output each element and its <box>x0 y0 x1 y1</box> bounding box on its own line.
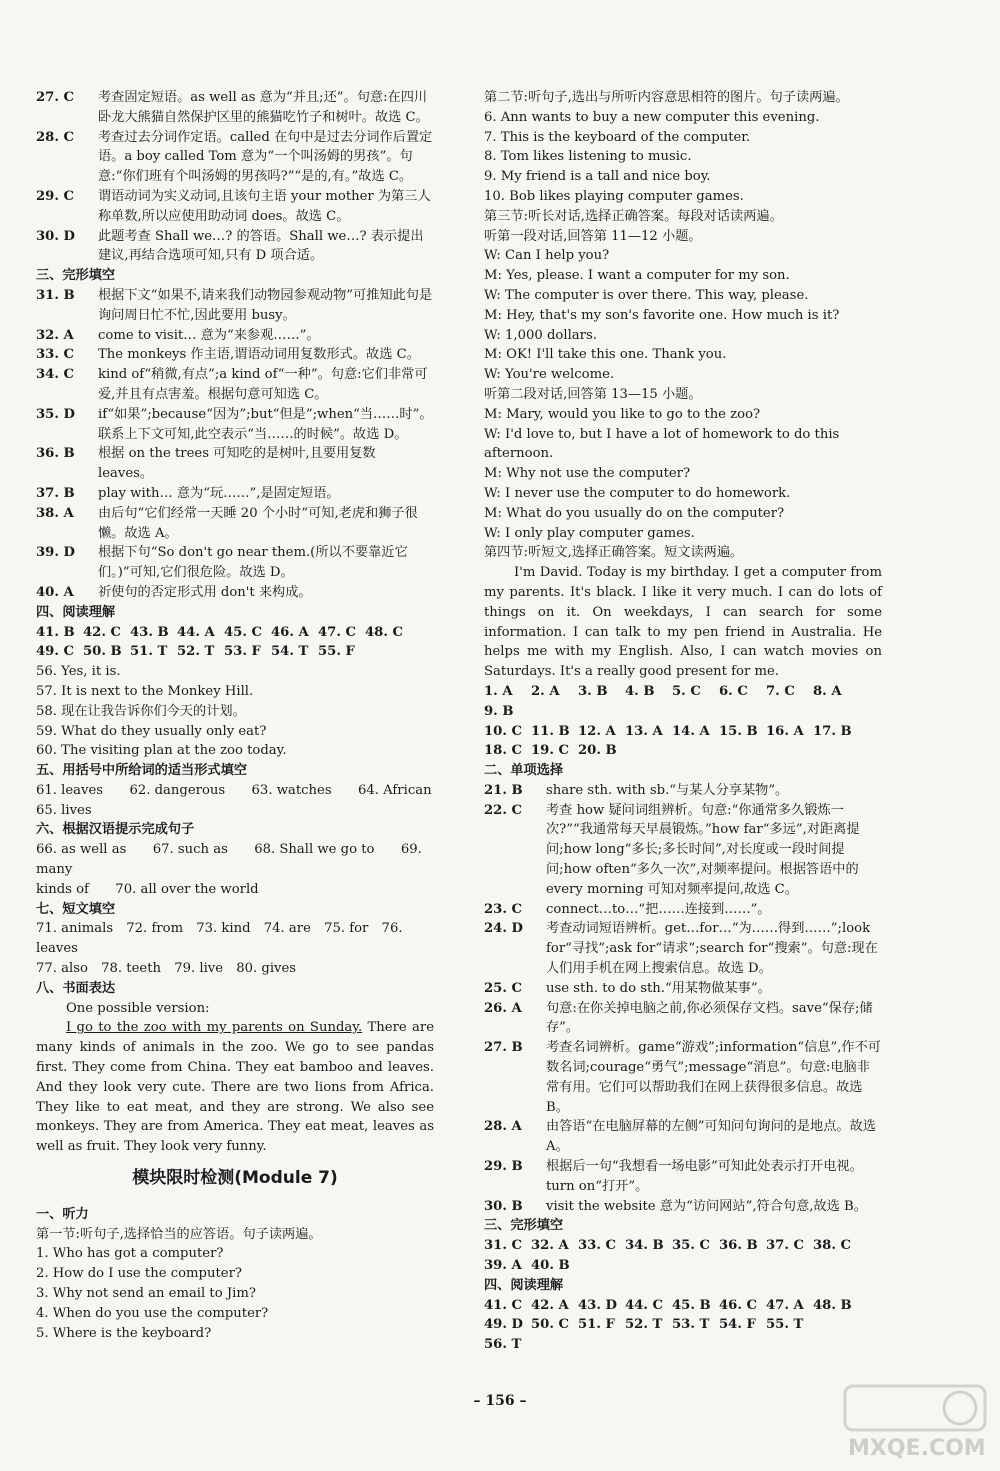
complete-line: 66. as well as 67. such as 68. Shall we go to 69. many <box>36 842 422 878</box>
reading-answers-row2: 49. C 50. B 51. T 52. T 53. F 54. T 55. F <box>36 644 355 660</box>
answer-item: 27. C 考查固定短语。as well as 意为“并且;还”。句意:在四川卧龙大熊猫自然保护区里的熊猫吃竹子和树叶。故选 C。 <box>36 90 429 125</box>
dialogue2-heading: 听第二段对话,回答第 13—15 小题。 <box>484 386 702 402</box>
answer-item: 27. B 考查名词辨析。game“游戏”;information“信息”,作不可数名词;courage“勇气”;message“消息”。句意:电脑非常有用。它们可以帮助我们在网上获得很多信息。故选 B。 <box>484 1040 881 1115</box>
listening-line: 5. Where is the keyboard? <box>36 1325 212 1341</box>
section-heading-cloze: 三、完形填空 <box>36 268 116 284</box>
cloze-answers-row1: 31. C 32. A 33. C 34. B 35. C 36. B 37. C 38. C <box>484 1238 852 1254</box>
dialogue-line: W: The computer is over there. This way, please. <box>484 287 809 303</box>
reading-line: 60. The visiting plan at the zoo today. <box>36 743 287 759</box>
fill-line: 65. lives <box>36 802 92 818</box>
page-number: – 156 – <box>473 1393 527 1409</box>
listening-line: 10. Bob likes playing computer games. <box>484 188 744 204</box>
reading-line: 59. What do they usually only eat? <box>36 723 267 739</box>
answer-item: 23. C connect…to…“把……连接到……”。 <box>484 901 771 917</box>
essay-underlined-sentence: I go to the zoo with my parents on Sunday. <box>66 1020 363 1036</box>
answer-item: 30. D 此题考查 Shall we…? 的答语。Shall we…? 表示提出建议,再结合选项可知,只有 D 项合适。 <box>36 228 424 264</box>
answer-item: 25. C use sth. to do sth.“用某物做某事”。 <box>484 980 771 996</box>
dialogue1-heading: 听第一段对话,回答第 11—12 小题。 <box>484 228 702 244</box>
answer-item: 35. D if“如果”;because“因为”;but“但是”;when“当……时”。联系上下文可知,此空表示“当……的时候”。故选 D。 <box>36 406 433 442</box>
section-heading-complete: 六、根据汉语提示完成句子 <box>36 822 195 838</box>
listening-answers-row2: 10. C 11. B 12. A 13. A 14. A 15. B 16. A 17. B <box>484 723 852 739</box>
reading-line: 56. Yes, it is. <box>36 664 121 680</box>
reading-answers-row1: 41. B 42. C 43. B 44. A 45. C 46. A 47. C 48. C <box>36 624 404 640</box>
answer-item: 28. C 考查过去分词作定语。called 在句中是过去分词作后置定语。a boy called Tom 意为“一个叫汤姆的男孩”。句意:“你们班有个叫汤姆的男孩吗?”“是的,有。”故选 C。 <box>36 129 433 185</box>
left-column <box>36 88 434 1343</box>
dialogue-line: M: Hey, that's my son's favorite one. How much is it? <box>484 307 840 323</box>
answer-item: 29. C 谓语动词为实义动词,且该句主语 your mother 为第三人称单数,所以应使用助动词 does。故选 C。 <box>36 188 431 224</box>
watermark-logo <box>840 1381 990 1461</box>
section-heading-reading: 四、阅读理解 <box>36 604 116 620</box>
answer-item: 26. A 句意:在你关掉电脑之前,你必须保存文档。save“保存;储存”。 <box>484 1000 873 1036</box>
answer-item: 29. B 根据后一句“我想看一场电影”可知此处表示打开电视。turn on“打开”。 <box>484 1159 863 1194</box>
listening-line: 4. When do you use the computer? <box>36 1305 269 1321</box>
essay-text <box>36 1018 434 1157</box>
dialogue-line: M: What do you usually do on the computer? <box>484 505 785 521</box>
listening-line: 1. Who has got a computer? <box>36 1246 224 1262</box>
answer-item: 37. B play with… 意为“玩……”,是固定短语。 <box>36 485 340 501</box>
reading-answers-row1: 41. C 42. A 43. D 44. C 45. B 46. C 47. A 48. B <box>484 1297 852 1313</box>
answer-item: 21. B share sth. with sb.“与某人分享某物”。 <box>484 782 789 798</box>
listening-answers-row1: 1. A 2. A 3. B 4. B 5. C 6. C 7. C 8. A 9. B <box>484 683 842 719</box>
section-heading-cloze: 三、完形填空 <box>484 1218 564 1234</box>
reading-answers-row2: 49. D 50. C 51. F 52. T 53. T 54. F 55. T <box>484 1317 804 1333</box>
answer-item: 40. A 祈使句的否定形式用 don't 来构成。 <box>36 584 312 600</box>
module-title: 模块限时检测(Module 7) <box>132 1168 338 1189</box>
passage-fill-line: 71. animals 72. from 73. kind 74. are 75. for 76. leaves <box>36 921 403 957</box>
answer-item: 38. A 由后句“它们经常一天睡 20 个小时”可知,老虎和狮子很懒。故选 A。 <box>36 505 418 541</box>
essay-version-label: One possible version: <box>66 1000 210 1016</box>
section-heading-listening: 一、听力 <box>36 1206 89 1222</box>
dialogue-line: M: Yes, please. I want a computer for my son. <box>484 268 790 284</box>
section-heading-reading: 四、阅读理解 <box>484 1277 564 1293</box>
listening-sec4-heading: 第四节:听短文,选择正确答案。短文读两遍。 <box>484 545 744 561</box>
section-heading-fill: 五、用括号中所给词的适当形式填空 <box>36 763 247 779</box>
section-heading-single-choice: 二、单项选择 <box>484 763 564 779</box>
essay-body: There are many kinds of animals in the zoo. We go to see pandas first. They come from China. They eat bamboo and leaves. And they look very cute. There are two lions from Africa. They like to eat meat, and they are strong. We also see monkeys. They are from America. They eat meat, leaves as well as fruit. They look very funny. <box>36 1020 434 1155</box>
answer-item: 39. D 根据下句“So don't go near them.(所以不要靠近它们。)”可知,它们很危险。故选 D。 <box>36 545 408 581</box>
cloze-answers-row2: 39. A 40. B <box>484 1258 570 1274</box>
dialogue-line: W: I'd love to, but I have a lot of homework to do this afternoon. <box>484 426 840 462</box>
answer-item: 32. A come to visit… 意为“来参观……”。 <box>36 327 320 343</box>
listening-answers-row3: 18. C 19. C 20. B <box>484 743 617 759</box>
listening-line: 8. Tom likes listening to music. <box>484 149 692 165</box>
reading-answers-row3: 56. T <box>484 1337 522 1353</box>
dialogue-line: W: Can I help you? <box>484 248 610 264</box>
fill-line: 61. leaves 62. dangerous 63. watches 64. African <box>36 782 432 798</box>
listening-sec1-heading: 第一节:听句子,选择恰当的应答语。句子读两遍。 <box>36 1226 322 1242</box>
section-heading-passage-fill: 七、短文填空 <box>36 901 116 917</box>
listening-line: 9. My friend is a tall and nice boy. <box>484 169 711 185</box>
listening-line: 3. Why not send an email to Jim? <box>36 1286 256 1302</box>
dialogue-line: M: Mary, would you like to go to the zoo? <box>484 406 761 422</box>
listening-sec3-heading: 第三节:听长对话,选择正确答案。每段对话读两遍。 <box>484 208 783 224</box>
dialogue-line: M: OK! I'll take this one. Thank you. <box>484 347 727 363</box>
listening-line: 2. How do I use the computer? <box>36 1266 242 1282</box>
answer-item: 30. B visit the website 意为“访问网站”,符合句意,故选 B。 <box>484 1198 867 1214</box>
section-heading-writing: 八、书面表达 <box>36 980 116 996</box>
dialogue-line: M: Why not use the computer? <box>484 466 691 482</box>
listening-sec2-heading: 第二节:听句子,选出与所听内容意思相符的图片。句子读两遍。 <box>484 90 849 105</box>
reading-line: 57. It is next to the Monkey Hill. <box>36 683 254 699</box>
answer-item: 22. C 考查 how 疑问词组辨析。句意:“你通常多久锻炼一次?”“我通常每天早晨锻炼。”how far“多远”,对距离提问;how long“多长;多长时间”,对长度或一段时间提问;how often“多久一次”,对频率提问。根据答语中的 every morning 可知对频率提问,故选 C。 <box>484 802 860 897</box>
items-a <box>36 88 434 266</box>
dialogue-line: W: 1,000 dollars. <box>484 327 597 343</box>
listening-line: 6. Ann wants to buy a new computer this evening. <box>484 109 820 125</box>
answer-item: 33. C The monkeys 作主语,谓语动词用复数形式。故选 C。 <box>36 347 420 363</box>
right-column <box>484 88 882 1355</box>
dialogue-line: W: I never use the computer to do homework. <box>484 485 791 501</box>
listening-line: 7. This is the keyboard of the computer. <box>484 129 751 145</box>
answer-item: 24. D 考查动词短语辨析。get…for…“为……得到……”;look for“寻找”;ask for“请求”;search for“搜索”。句意:现在人们用手机在网上搜索信息。故选 D。 <box>484 921 878 977</box>
listening-passage: I'm David. Today is my birthday. I get a computer from my parents. It's black. I like it very much. I can do lots of things on it. On weekdays, I can search for some information. I can talk to my pen friend in Australia. He helps me with my English. Also, I can watch movies on Saturdays. It's a really good present for me. <box>484 565 882 680</box>
answer-item: 36. B 根据 on the trees 可知吃的是树叶,且要用复数 leaves。 <box>36 446 376 482</box>
dialogue-line: W: I only play computer games. <box>484 525 695 541</box>
dialogue-line: W: You're welcome. <box>484 367 615 383</box>
reading-line: 58. 现在让我告诉你们今天的计划。 <box>36 703 246 719</box>
passage-fill-line: 77. also 78. teeth 79. live 80. gives <box>36 961 297 977</box>
items-b <box>36 286 434 603</box>
watermark-text: MXQE.COM <box>848 1436 986 1461</box>
answer-item: 34. C kind of“稍微,有点”;a kind of“一种”。句意:它们非常可爱,并且有点害羞。根据句意可知选 C。 <box>36 367 428 402</box>
complete-line: kinds of 70. all over the world <box>36 881 259 897</box>
answer-item: 28. A 由答语“在电脑屏幕的左侧”可知问句询问的是地点。故选 A。 <box>484 1119 876 1155</box>
answer-item: 31. B 根据下文“如果不,请来我们动物园参观动物”可推知此句是询问周日忙不忙,因此要用 busy。 <box>36 287 433 323</box>
